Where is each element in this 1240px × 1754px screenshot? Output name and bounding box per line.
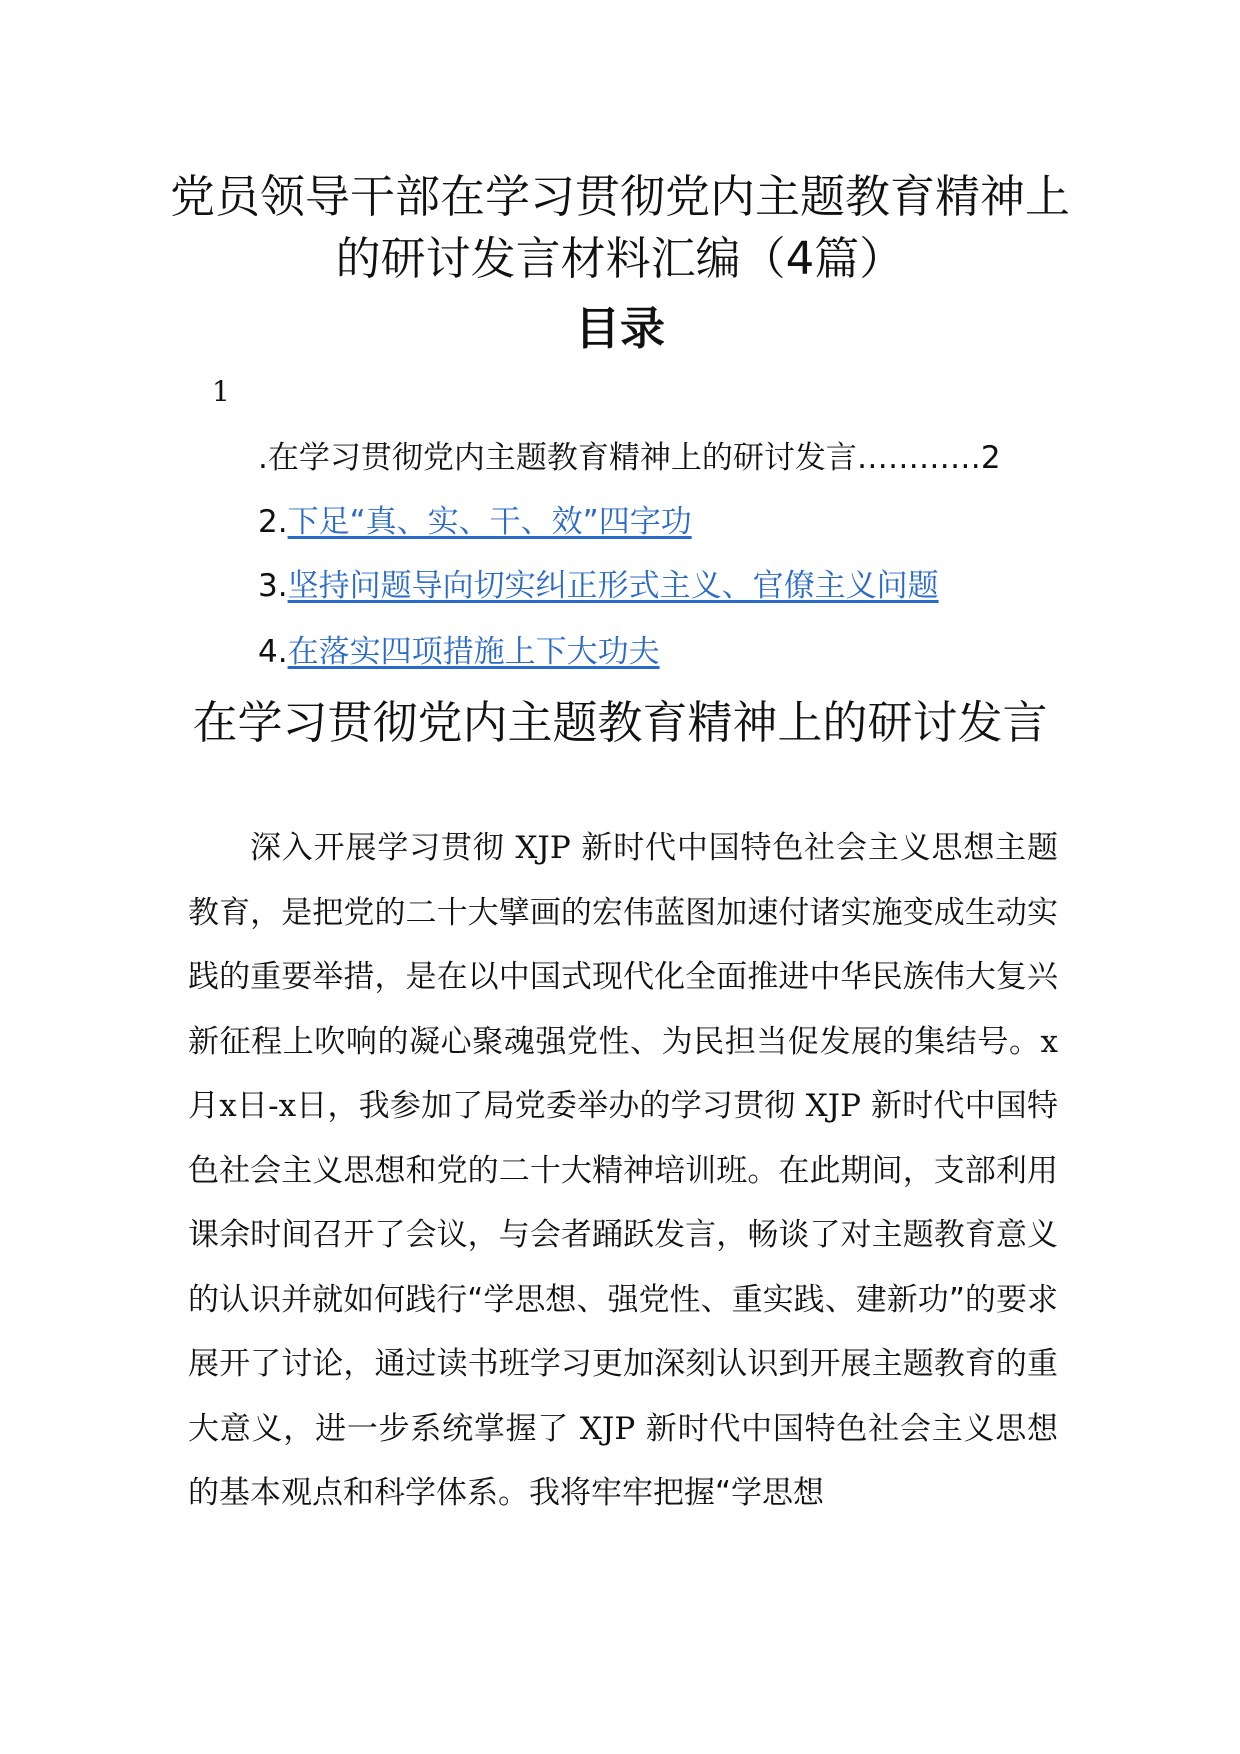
paragraph-text: 日: [236, 1088, 269, 1124]
paragraph-text: 深入开展学习贯彻: [250, 830, 505, 866]
toc-stray-number: 1: [212, 375, 230, 408]
date-placeholder: x: [1040, 1023, 1058, 1060]
date-placeholder: x: [278, 1088, 297, 1124]
body-paragraph: [188, 816, 1058, 1526]
toc-link[interactable]: 在落实四项措施上下大功夫: [287, 634, 660, 670]
abbreviation-text: XJP: [504, 830, 582, 866]
toc-page-number: 2: [980, 440, 1001, 476]
abbreviation-text: XJP: [795, 1088, 871, 1124]
toc-link[interactable]: 坚持问题导向切实纠正形式主义、官僚主义问题: [287, 568, 939, 604]
toc-item-1[interactable]: [258, 436, 1001, 480]
toc-item-4: [258, 630, 660, 674]
date-separator: -: [268, 1088, 279, 1124]
toc-item-label: 在学习贯彻党内主题教育精神上的研讨发言: [267, 440, 857, 476]
date-placeholder: x: [219, 1088, 237, 1124]
paragraph-text: 日，我参加了局党委举办的学习贯彻: [296, 1088, 796, 1124]
toc-item-3: [258, 564, 939, 608]
section-title: 在学习贯彻党内主题教育精神上的研讨发言: [192, 696, 1048, 749]
paragraph-text: 新时代中国特色社会主义思想的基本观点和科学体系。我将牢牢把握“学思想: [188, 1410, 1059, 1511]
toc-item-prefix: 2.: [258, 504, 288, 540]
toc-item-prefix: 3.: [258, 568, 288, 604]
paragraph-text: 新时代中国特色社会主义思想主题教育，是把党的二十大擘画的宏伟蓝图加速付诸实施变成生动实践的重要举措，是在以中国式现代化全面推进中华民族伟大复兴新征程上吹响的凝心聚魂强党性、为民担当促发展的集结号。: [188, 830, 1058, 1060]
paragraph-text: 新时代中国特色社会主义思想和党的二十大精神培训班。在此期间，支部利用课余时间召开了会议，与会者踊跃发言，畅谈了对主题教育意义的认识并就如何践行“学思想、强党性、重实践、建新功”的要求展开了讨论，通过读书班学习更加深刻认识到开展主题教育的重大意义，进一步系统掌握了: [188, 1088, 1058, 1447]
abbreviation-text: XJP: [569, 1410, 646, 1447]
paragraph-text: 月: [188, 1088, 220, 1124]
document-title: 党员领导干部在学习贯彻党内主题教育精神上的研讨发言材料汇编（4篇）: [169, 170, 1070, 285]
toc-item-2: [258, 500, 692, 544]
toc-link[interactable]: 下足“真、实、干、效”四字功: [287, 504, 692, 540]
toc-item-prefix: .: [258, 440, 268, 476]
toc-heading: 目录: [574, 302, 665, 355]
toc-leader: …………: [856, 440, 981, 476]
toc-item-prefix: 4.: [258, 634, 288, 670]
